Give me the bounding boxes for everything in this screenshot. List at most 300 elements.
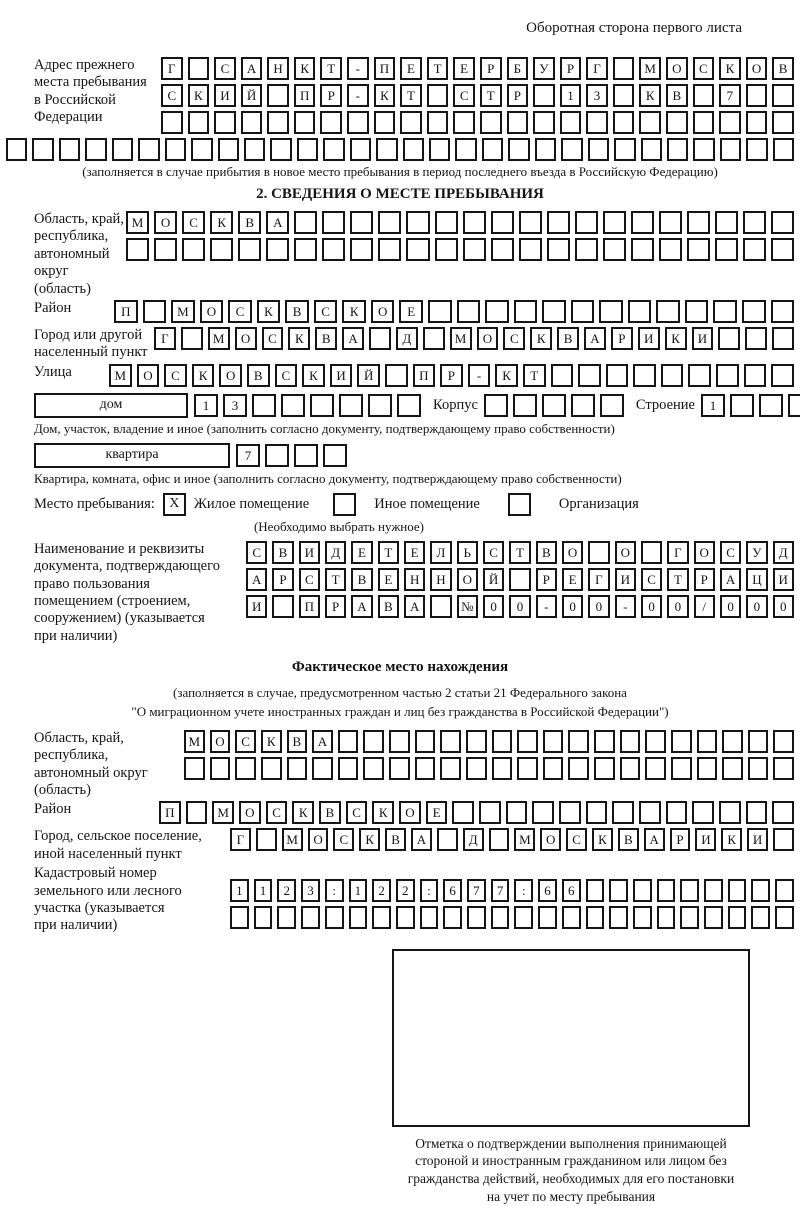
char-cell[interactable] <box>463 238 486 261</box>
char-cell[interactable] <box>492 757 513 780</box>
char-cell[interactable]: В <box>772 57 794 80</box>
char-cell[interactable] <box>507 111 529 134</box>
char-cell[interactable] <box>378 238 401 261</box>
char-cell[interactable]: К <box>294 57 316 80</box>
char-cell[interactable]: С <box>266 801 288 824</box>
char-cell[interactable] <box>415 757 436 780</box>
char-cell[interactable]: М <box>109 364 132 387</box>
char-cell[interactable] <box>586 801 608 824</box>
char-cell[interactable]: Е <box>453 57 475 80</box>
char-cell[interactable]: 6 <box>443 879 462 902</box>
char-cell[interactable] <box>492 730 513 753</box>
char-cell[interactable]: В <box>385 828 406 851</box>
char-cell[interactable]: К <box>188 84 210 107</box>
char-cell[interactable]: Т <box>523 364 546 387</box>
stay-type-checkbox-other[interactable] <box>333 493 356 516</box>
char-cell[interactable] <box>743 238 766 261</box>
char-cell[interactable] <box>369 327 391 350</box>
char-cell[interactable] <box>718 327 740 350</box>
char-cell[interactable]: П <box>294 84 316 107</box>
char-cell[interactable]: 0 <box>773 595 794 618</box>
char-cell[interactable]: В <box>285 300 309 323</box>
char-cell[interactable] <box>415 730 436 753</box>
char-cell[interactable]: - <box>347 57 369 80</box>
char-cell[interactable] <box>368 394 392 417</box>
char-cell[interactable] <box>517 730 538 753</box>
char-cell[interactable]: О <box>210 730 231 753</box>
char-cell[interactable] <box>437 828 458 851</box>
char-cell[interactable] <box>656 300 680 323</box>
char-cell[interactable]: 6 <box>538 879 557 902</box>
char-cell[interactable]: А <box>411 828 432 851</box>
char-cell[interactable] <box>182 238 205 261</box>
char-cell[interactable] <box>722 730 743 753</box>
char-cell[interactable] <box>517 757 538 780</box>
char-cell[interactable]: Г <box>154 327 176 350</box>
char-cell[interactable]: А <box>644 828 665 851</box>
char-cell[interactable] <box>641 138 662 161</box>
char-cell[interactable]: Д <box>396 327 418 350</box>
char-cell[interactable]: Д <box>325 541 346 564</box>
char-cell[interactable] <box>559 801 581 824</box>
char-cell[interactable]: О <box>154 211 177 234</box>
char-cell[interactable] <box>241 111 263 134</box>
char-cell[interactable] <box>506 801 528 824</box>
char-cell[interactable] <box>287 757 308 780</box>
char-cell[interactable]: С <box>161 84 183 107</box>
char-cell[interactable] <box>639 801 661 824</box>
char-cell[interactable] <box>671 757 692 780</box>
char-cell[interactable] <box>452 801 474 824</box>
char-cell[interactable]: К <box>257 300 281 323</box>
char-cell[interactable] <box>230 906 249 929</box>
char-cell[interactable] <box>457 300 481 323</box>
char-cell[interactable] <box>571 394 595 417</box>
char-cell[interactable]: Ц <box>746 568 767 591</box>
char-cell[interactable]: О <box>746 57 768 80</box>
char-cell[interactable]: И <box>747 828 768 851</box>
char-cell[interactable] <box>575 238 598 261</box>
char-cell[interactable]: 1 <box>230 879 249 902</box>
char-cell[interactable]: Г <box>586 57 608 80</box>
char-cell[interactable]: С <box>483 541 504 564</box>
char-cell[interactable]: М <box>282 828 303 851</box>
char-cell[interactable]: А <box>342 327 364 350</box>
char-cell[interactable] <box>599 300 623 323</box>
char-cell[interactable] <box>440 730 461 753</box>
char-cell[interactable]: Е <box>562 568 583 591</box>
char-cell[interactable] <box>771 211 794 234</box>
char-cell[interactable]: 0 <box>588 595 609 618</box>
char-cell[interactable]: 2 <box>277 879 296 902</box>
char-cell[interactable] <box>773 730 794 753</box>
char-cell[interactable]: Т <box>509 541 530 564</box>
char-cell[interactable] <box>620 730 641 753</box>
char-cell[interactable]: Т <box>427 57 449 80</box>
char-cell[interactable]: Б <box>507 57 529 80</box>
char-cell[interactable]: И <box>214 84 236 107</box>
char-cell[interactable]: Г <box>230 828 251 851</box>
char-cell[interactable] <box>704 906 723 929</box>
char-cell[interactable]: С <box>182 211 205 234</box>
char-cell[interactable]: Г <box>588 568 609 591</box>
char-cell[interactable]: А <box>404 595 425 618</box>
char-cell[interactable] <box>775 906 794 929</box>
char-cell[interactable]: М <box>639 57 661 80</box>
char-cell[interactable]: С <box>503 327 525 350</box>
char-cell[interactable]: С <box>641 568 662 591</box>
char-cell[interactable]: Й <box>241 84 263 107</box>
char-cell[interactable] <box>347 111 369 134</box>
char-cell[interactable]: Т <box>400 84 422 107</box>
char-cell[interactable] <box>609 879 628 902</box>
char-cell[interactable] <box>772 801 794 824</box>
char-cell[interactable]: О <box>399 801 421 824</box>
char-cell[interactable] <box>186 801 208 824</box>
char-cell[interactable] <box>238 238 261 261</box>
char-cell[interactable] <box>389 757 410 780</box>
char-cell[interactable] <box>713 300 737 323</box>
char-cell[interactable]: О <box>457 568 478 591</box>
char-cell[interactable] <box>32 138 53 161</box>
char-cell[interactable] <box>631 238 654 261</box>
char-cell[interactable]: Е <box>399 300 423 323</box>
char-cell[interactable]: М <box>208 327 230 350</box>
char-cell[interactable] <box>463 211 486 234</box>
char-cell[interactable] <box>430 595 451 618</box>
char-cell[interactable] <box>715 238 738 261</box>
char-cell[interactable]: К <box>210 211 233 234</box>
char-cell[interactable] <box>374 111 396 134</box>
char-cell[interactable]: А <box>266 211 289 234</box>
char-cell[interactable] <box>687 211 710 234</box>
char-cell[interactable] <box>666 801 688 824</box>
char-cell[interactable] <box>256 828 277 851</box>
char-cell[interactable]: Т <box>378 541 399 564</box>
char-cell[interactable]: Н <box>404 568 425 591</box>
char-cell[interactable]: 2 <box>372 879 391 902</box>
char-cell[interactable]: С <box>262 327 284 350</box>
char-cell[interactable]: 1 <box>349 879 368 902</box>
char-cell[interactable] <box>267 111 289 134</box>
char-cell[interactable] <box>513 394 537 417</box>
char-cell[interactable]: В <box>618 828 639 851</box>
char-cell[interactable] <box>85 138 106 161</box>
char-cell[interactable]: К <box>261 730 282 753</box>
char-cell[interactable] <box>378 211 401 234</box>
char-cell[interactable]: О <box>308 828 329 851</box>
char-cell[interactable] <box>771 364 794 387</box>
stay-type-checkbox-residential[interactable]: X <box>163 493 186 516</box>
char-cell[interactable] <box>294 444 318 467</box>
char-cell[interactable]: О <box>200 300 224 323</box>
char-cell[interactable]: И <box>692 327 714 350</box>
char-cell[interactable] <box>322 238 345 261</box>
char-cell[interactable]: А <box>312 730 333 753</box>
char-cell[interactable] <box>720 138 741 161</box>
char-cell[interactable]: Е <box>426 801 448 824</box>
char-cell[interactable]: Р <box>272 568 293 591</box>
char-cell[interactable]: О <box>540 828 561 851</box>
char-cell[interactable]: О <box>235 327 257 350</box>
char-cell[interactable] <box>719 801 741 824</box>
char-cell[interactable] <box>533 84 555 107</box>
char-cell[interactable]: М <box>450 327 472 350</box>
char-cell[interactable] <box>542 394 566 417</box>
char-cell[interactable]: - <box>468 364 491 387</box>
char-cell[interactable]: Р <box>694 568 715 591</box>
char-cell[interactable]: О <box>562 541 583 564</box>
char-cell[interactable]: Н <box>267 57 289 80</box>
char-cell[interactable] <box>491 211 514 234</box>
char-cell[interactable] <box>645 730 666 753</box>
char-cell[interactable]: С <box>453 84 475 107</box>
char-cell[interactable] <box>533 111 555 134</box>
char-cell[interactable] <box>350 138 371 161</box>
char-cell[interactable] <box>320 111 342 134</box>
char-cell[interactable] <box>435 238 458 261</box>
char-cell[interactable] <box>745 327 767 350</box>
char-cell[interactable]: И <box>330 364 353 387</box>
char-cell[interactable] <box>294 238 317 261</box>
char-cell[interactable]: 1 <box>254 879 273 902</box>
char-cell[interactable] <box>771 300 795 323</box>
char-cell[interactable]: К <box>288 327 310 350</box>
char-cell[interactable]: К <box>592 828 613 851</box>
char-cell[interactable]: А <box>351 595 372 618</box>
char-cell[interactable] <box>485 300 509 323</box>
char-cell[interactable]: Р <box>480 57 502 80</box>
char-cell[interactable] <box>350 211 373 234</box>
char-cell[interactable]: Т <box>320 57 342 80</box>
char-cell[interactable] <box>631 211 654 234</box>
char-cell[interactable] <box>261 757 282 780</box>
char-cell[interactable]: К <box>342 300 366 323</box>
char-cell[interactable] <box>214 111 236 134</box>
char-cell[interactable] <box>519 238 542 261</box>
char-cell[interactable] <box>612 801 634 824</box>
char-cell[interactable] <box>697 730 718 753</box>
char-cell[interactable] <box>575 211 598 234</box>
char-cell[interactable]: Е <box>378 568 399 591</box>
char-cell[interactable] <box>389 730 410 753</box>
char-cell[interactable]: О <box>666 57 688 80</box>
char-cell[interactable]: П <box>159 801 181 824</box>
char-cell[interactable]: С <box>228 300 252 323</box>
char-cell[interactable] <box>775 879 794 902</box>
char-cell[interactable] <box>339 394 363 417</box>
char-cell[interactable]: Е <box>351 541 372 564</box>
char-cell[interactable]: П <box>374 57 396 80</box>
char-cell[interactable]: 7 <box>491 879 510 902</box>
char-cell[interactable] <box>310 394 334 417</box>
char-cell[interactable] <box>281 394 305 417</box>
char-cell[interactable]: В <box>272 541 293 564</box>
char-cell[interactable]: М <box>171 300 195 323</box>
char-cell[interactable]: Д <box>773 541 794 564</box>
char-cell[interactable]: / <box>694 595 715 618</box>
char-cell[interactable]: 7 <box>467 879 486 902</box>
char-cell[interactable] <box>508 138 529 161</box>
char-cell[interactable]: К <box>292 801 314 824</box>
char-cell[interactable] <box>479 801 501 824</box>
char-cell[interactable] <box>396 906 415 929</box>
char-cell[interactable] <box>301 906 320 929</box>
char-cell[interactable]: С <box>246 541 267 564</box>
char-cell[interactable] <box>659 238 682 261</box>
char-cell[interactable] <box>338 730 359 753</box>
char-cell[interactable] <box>491 906 510 929</box>
char-cell[interactable] <box>551 364 574 387</box>
char-cell[interactable]: С <box>346 801 368 824</box>
char-cell[interactable] <box>772 84 794 107</box>
char-cell[interactable] <box>719 111 741 134</box>
char-cell[interactable]: : <box>420 879 439 902</box>
char-cell[interactable] <box>235 757 256 780</box>
char-cell[interactable] <box>772 327 794 350</box>
char-cell[interactable]: 1 <box>194 394 218 417</box>
char-cell[interactable]: К <box>530 327 552 350</box>
char-cell[interactable]: И <box>246 595 267 618</box>
char-cell[interactable] <box>480 111 502 134</box>
char-cell[interactable]: М <box>126 211 149 234</box>
char-cell[interactable] <box>489 828 510 851</box>
char-cell[interactable] <box>403 138 424 161</box>
char-cell[interactable]: С <box>299 568 320 591</box>
char-cell[interactable]: - <box>347 84 369 107</box>
char-cell[interactable]: 1 <box>560 84 582 107</box>
char-cell[interactable] <box>491 238 514 261</box>
char-cell[interactable] <box>519 211 542 234</box>
char-cell[interactable] <box>514 906 533 929</box>
char-cell[interactable]: К <box>719 57 741 80</box>
char-cell[interactable] <box>428 300 452 323</box>
char-cell[interactable] <box>266 238 289 261</box>
char-cell[interactable] <box>514 300 538 323</box>
char-cell[interactable] <box>586 879 605 902</box>
char-cell[interactable] <box>440 757 461 780</box>
char-cell[interactable] <box>397 394 421 417</box>
char-cell[interactable]: П <box>299 595 320 618</box>
char-cell[interactable] <box>543 757 564 780</box>
char-cell[interactable] <box>455 138 476 161</box>
char-cell[interactable] <box>586 111 608 134</box>
char-cell[interactable]: 0 <box>746 595 767 618</box>
char-cell[interactable] <box>772 111 794 134</box>
char-cell[interactable] <box>728 906 747 929</box>
char-cell[interactable]: 6 <box>562 879 581 902</box>
char-cell[interactable] <box>687 238 710 261</box>
char-cell[interactable]: П <box>114 300 138 323</box>
char-cell[interactable] <box>666 111 688 134</box>
char-cell[interactable] <box>443 906 462 929</box>
char-cell[interactable] <box>613 57 635 80</box>
char-cell[interactable] <box>641 541 662 564</box>
stay-type-checkbox-organization[interactable] <box>508 493 531 516</box>
char-cell[interactable] <box>667 138 688 161</box>
char-cell[interactable]: Е <box>400 57 422 80</box>
char-cell[interactable] <box>645 757 666 780</box>
char-cell[interactable] <box>244 138 265 161</box>
char-cell[interactable]: К <box>495 364 518 387</box>
char-cell[interactable] <box>773 828 794 851</box>
char-cell[interactable]: Й <box>483 568 504 591</box>
char-cell[interactable] <box>603 238 626 261</box>
char-cell[interactable]: 7 <box>719 84 741 107</box>
char-cell[interactable]: К <box>192 364 215 387</box>
char-cell[interactable]: А <box>246 568 267 591</box>
char-cell[interactable] <box>429 138 450 161</box>
char-cell[interactable]: Н <box>430 568 451 591</box>
char-cell[interactable] <box>154 238 177 261</box>
char-cell[interactable]: № <box>457 595 478 618</box>
char-cell[interactable]: Р <box>536 568 557 591</box>
char-cell[interactable] <box>692 801 714 824</box>
char-cell[interactable] <box>730 394 754 417</box>
char-cell[interactable] <box>218 138 239 161</box>
char-cell[interactable]: В <box>351 568 372 591</box>
char-cell[interactable]: Г <box>667 541 688 564</box>
char-cell[interactable] <box>272 595 293 618</box>
char-cell[interactable]: С <box>314 300 338 323</box>
char-cell[interactable]: 0 <box>720 595 741 618</box>
char-cell[interactable] <box>697 757 718 780</box>
char-cell[interactable] <box>716 364 739 387</box>
char-cell[interactable] <box>466 730 487 753</box>
char-cell[interactable]: Р <box>560 57 582 80</box>
char-cell[interactable]: - <box>615 595 636 618</box>
char-cell[interactable] <box>751 879 770 902</box>
char-cell[interactable] <box>614 138 635 161</box>
char-cell[interactable] <box>773 138 794 161</box>
char-cell[interactable]: В <box>247 364 270 387</box>
char-cell[interactable]: Т <box>667 568 688 591</box>
char-cell[interactable] <box>594 757 615 780</box>
char-cell[interactable]: И <box>695 828 716 851</box>
char-cell[interactable] <box>372 906 391 929</box>
char-cell[interactable] <box>467 906 486 929</box>
char-cell[interactable]: 0 <box>509 595 530 618</box>
char-cell[interactable]: Р <box>507 84 529 107</box>
char-cell[interactable] <box>349 906 368 929</box>
char-cell[interactable] <box>671 730 692 753</box>
char-cell[interactable] <box>323 138 344 161</box>
char-cell[interactable]: А <box>584 327 606 350</box>
char-cell[interactable] <box>788 394 800 417</box>
char-cell[interactable]: Е <box>404 541 425 564</box>
char-cell[interactable] <box>633 879 652 902</box>
char-cell[interactable] <box>693 138 714 161</box>
char-cell[interactable] <box>509 568 530 591</box>
char-cell[interactable] <box>657 879 676 902</box>
char-cell[interactable] <box>427 111 449 134</box>
char-cell[interactable]: В <box>557 327 579 350</box>
char-cell[interactable] <box>746 801 768 824</box>
char-cell[interactable]: С <box>214 57 236 80</box>
char-cell[interactable] <box>165 138 186 161</box>
char-cell[interactable] <box>138 138 159 161</box>
char-cell[interactable] <box>586 906 605 929</box>
char-cell[interactable] <box>312 757 333 780</box>
char-cell[interactable]: В <box>666 84 688 107</box>
char-cell[interactable] <box>466 757 487 780</box>
char-cell[interactable] <box>363 730 384 753</box>
char-cell[interactable] <box>210 757 231 780</box>
char-cell[interactable] <box>746 111 768 134</box>
char-cell[interactable] <box>184 757 205 780</box>
char-cell[interactable] <box>562 906 581 929</box>
char-cell[interactable] <box>294 211 317 234</box>
